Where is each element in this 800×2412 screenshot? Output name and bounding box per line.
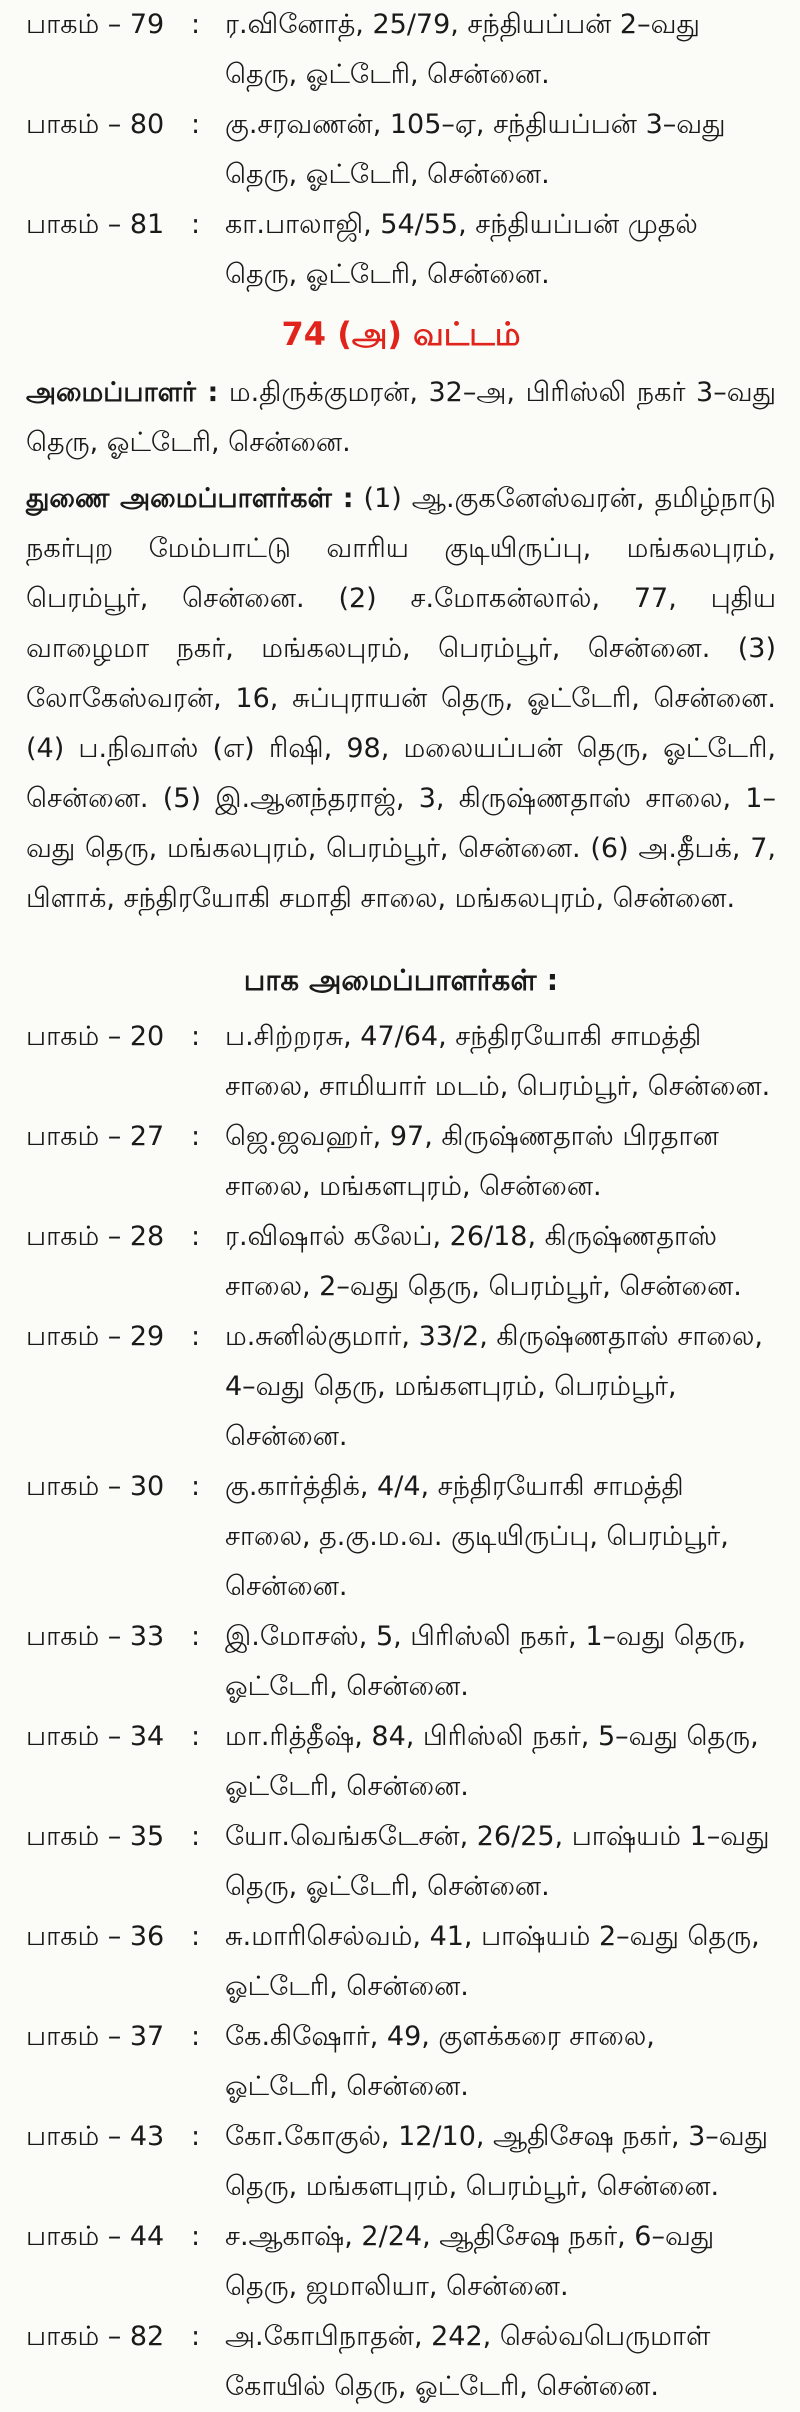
part-value: மா.ரித்தீஷ், 84, பிரிஸ்லி நகர், 5–வது தெரு, ஓட்டேரி, சென்னை. [225, 1721, 759, 1802]
part-label: பாகம் – 27 [26, 1121, 165, 1152]
part-label: பாகம் – 34 [26, 1721, 165, 1752]
list-item [26, 2112, 776, 2212]
list-item [26, 1212, 776, 1312]
part-label: பாகம் – 44 [26, 2221, 165, 2252]
deputy-label: துணை அமைப்பாளர்கள் : [26, 483, 354, 514]
separator-colon: : [191, 1621, 201, 1652]
part-value: சு.மாரிசெல்வம், 41, பாஷ்யம் 2–வது தெரு, ஓட்டேரி, சென்னை. [225, 1921, 760, 2002]
part-value: கே.கிஷோர், 49, குளக்கரை சாலை, ஓட்டேரி, சென்னை. [225, 2021, 655, 2102]
part-value: கு.கார்த்திக், 4/4, சந்திரயோகி சாமத்தி சாலை, த.கு.ம.வ. குடியிருப்பு, பெரம்பூர், சென்னை. [225, 1471, 729, 1602]
list-item [26, 2012, 776, 2112]
list-item [26, 1612, 776, 1712]
separator-colon: : [191, 2021, 201, 2052]
part-value: ஜெ.ஜவஹர், 97, கிருஷ்ணதாஸ் பிரதான சாலை, மங்களபுரம், சென்னை. [225, 1121, 719, 1202]
separator-colon: : [191, 2321, 201, 2352]
part-label: பாகம் – 29 [26, 1321, 165, 1352]
list-item [26, 100, 776, 200]
part-label: பாகம் – 37 [26, 2021, 165, 2052]
list-item [26, 200, 776, 300]
organizer-paragraph [26, 368, 776, 468]
organizer-label: அமைப்பாளர் : [26, 377, 219, 408]
list-item [26, 1112, 776, 1212]
part-label: பாகம் – 30 [26, 1471, 165, 1502]
ward-heading: 74 (அ) வட்டம் [281, 315, 521, 353]
separator-colon: : [191, 1121, 201, 1152]
section-heading: பாக அமைப்பாளர்கள் : [243, 963, 559, 997]
part-value: ம.சுனில்குமார், 33/2, கிருஷ்ணதாஸ் சாலை, 4–வது தெரு, மங்களபுரம், பெரம்பூர், சென்னை. [225, 1321, 763, 1452]
part-value: ர.வினோத், 25/79, சந்தியப்பன் 2–வது தெரு, ஓட்டேரி, சென்னை. [225, 9, 700, 90]
list-item [26, 2312, 776, 2412]
deputy-organizers-paragraph [26, 474, 776, 924]
part-value: கோ.கோகுல், 12/10, ஆதிசேஷ நகர், 3–வது தெரு, மங்களபுரம், பெரம்பூர், சென்னை. [225, 2121, 769, 2202]
part-value: ர.விஷால் கலேப், 26/18, கிருஷ்ணதாஸ் சாலை, 2–வது தெரு, பெரம்பூர், சென்னை. [225, 1221, 742, 1302]
list-item [26, 1912, 776, 2012]
separator-colon: : [191, 1821, 201, 1852]
part-value: ச.ஆகாஷ், 2/24, ஆதிசேஷ நகர், 6–வது தெரு, ஜமாலியா, சென்னை. [225, 2221, 715, 2302]
list-item [26, 2212, 776, 2312]
part-list [26, 1012, 776, 2412]
part-value: கு.சரவணன், 105–ஏ, சந்தியப்பன் 3–வது தெரு, ஓட்டேரி, சென்னை. [225, 109, 726, 190]
part-label: பாகம் – 82 [26, 2321, 165, 2352]
part-label: பாகம் – 79 [26, 9, 165, 40]
list-item [26, 1462, 776, 1612]
separator-colon: : [191, 1321, 201, 1352]
part-label: பாகம் – 43 [26, 2121, 165, 2152]
part-value: ப.சிற்றரசு, 47/64, சந்திரயோகி சாமத்தி சாலை, சாமியார் மடம், பெரம்பூர், சென்னை. [225, 1021, 771, 1102]
list-item [26, 1812, 776, 1912]
part-list-top [26, 0, 776, 300]
part-value: கா.பாலாஜி, 54/55, சந்தியப்பன் முதல் தெரு, ஓட்டேரி, சென்னை. [225, 209, 698, 290]
list-item [26, 1012, 776, 1112]
organizer-text: ம.திருக்குமரன், 32–அ, பிரிஸ்லி நகர் 3–வது தெரு, ஓட்டேரி, சென்னை. [26, 377, 776, 458]
part-label: பாகம் – 33 [26, 1621, 165, 1652]
list-item [26, 0, 776, 100]
part-label: பாகம் – 35 [26, 1821, 165, 1852]
separator-colon: : [191, 1471, 201, 1502]
separator-colon: : [191, 1221, 201, 1252]
part-label: பாகம் – 20 [26, 1021, 165, 1052]
part-label: பாகம் – 80 [26, 109, 165, 140]
separator-colon: : [191, 1021, 201, 1052]
part-value: இ.மோசஸ், 5, பிரிஸ்லி நகர், 1–வது தெரு, ஓட்டேரி, சென்னை. [225, 1621, 747, 1702]
part-label: பாகம் – 81 [26, 209, 165, 240]
separator-colon: : [191, 209, 201, 240]
separator-colon: : [191, 109, 201, 140]
separator-colon: : [191, 2121, 201, 2152]
deputy-text: (1) ஆ.குகனேஸ்வரன், தமிழ்நாடு நகர்புற மேம்பாட்டு வாரிய குடியிருப்பு, மங்கலபுரம், பெரம்பூர், சென்னை. (2) ச.மோகன்லால், 77, புதிய வாழைமா நகர், மங்கலபுரம், பெரம்பூர், சென்னை. (3) லோகேஸ்வரன், 16, சுப்புராயன் தெரு, ஓட்டேரி, சென்னை. (4) ப.நிவாஸ் (எ) ரிஷி, 98, மலையப்பன் தெரு, ஓட்டேரி, சென்னை. (5) இ.ஆனந்தராஜ், 3, கிருஷ்ணதாஸ் சாலை, 1–வது தெரு, மங்கலபுரம், பெரம்பூர், சென்னை. (6) அ.தீபக், 7, பிளாக், சந்திரயோகி சமாதி சாலை, மங்கலபுரம், சென்னை. [26, 483, 776, 914]
part-value: அ.கோபிநாதன், 242, செல்வபெருமாள் கோயில் தெரு, ஓட்டேரி, சென்னை. [225, 2321, 711, 2402]
list-item [26, 1712, 776, 1812]
separator-colon: : [191, 1921, 201, 1952]
list-item [26, 1312, 776, 1462]
separator-colon: : [191, 9, 201, 40]
separator-colon: : [191, 1721, 201, 1752]
part-label: பாகம் – 36 [26, 1921, 165, 1952]
separator-colon: : [191, 2221, 201, 2252]
part-value: யோ.வெங்கடேசன், 26/25, பாஷ்யம் 1–வது தெரு, ஓட்டேரி, சென்னை. [225, 1821, 770, 1902]
part-label: பாகம் – 28 [26, 1221, 165, 1252]
